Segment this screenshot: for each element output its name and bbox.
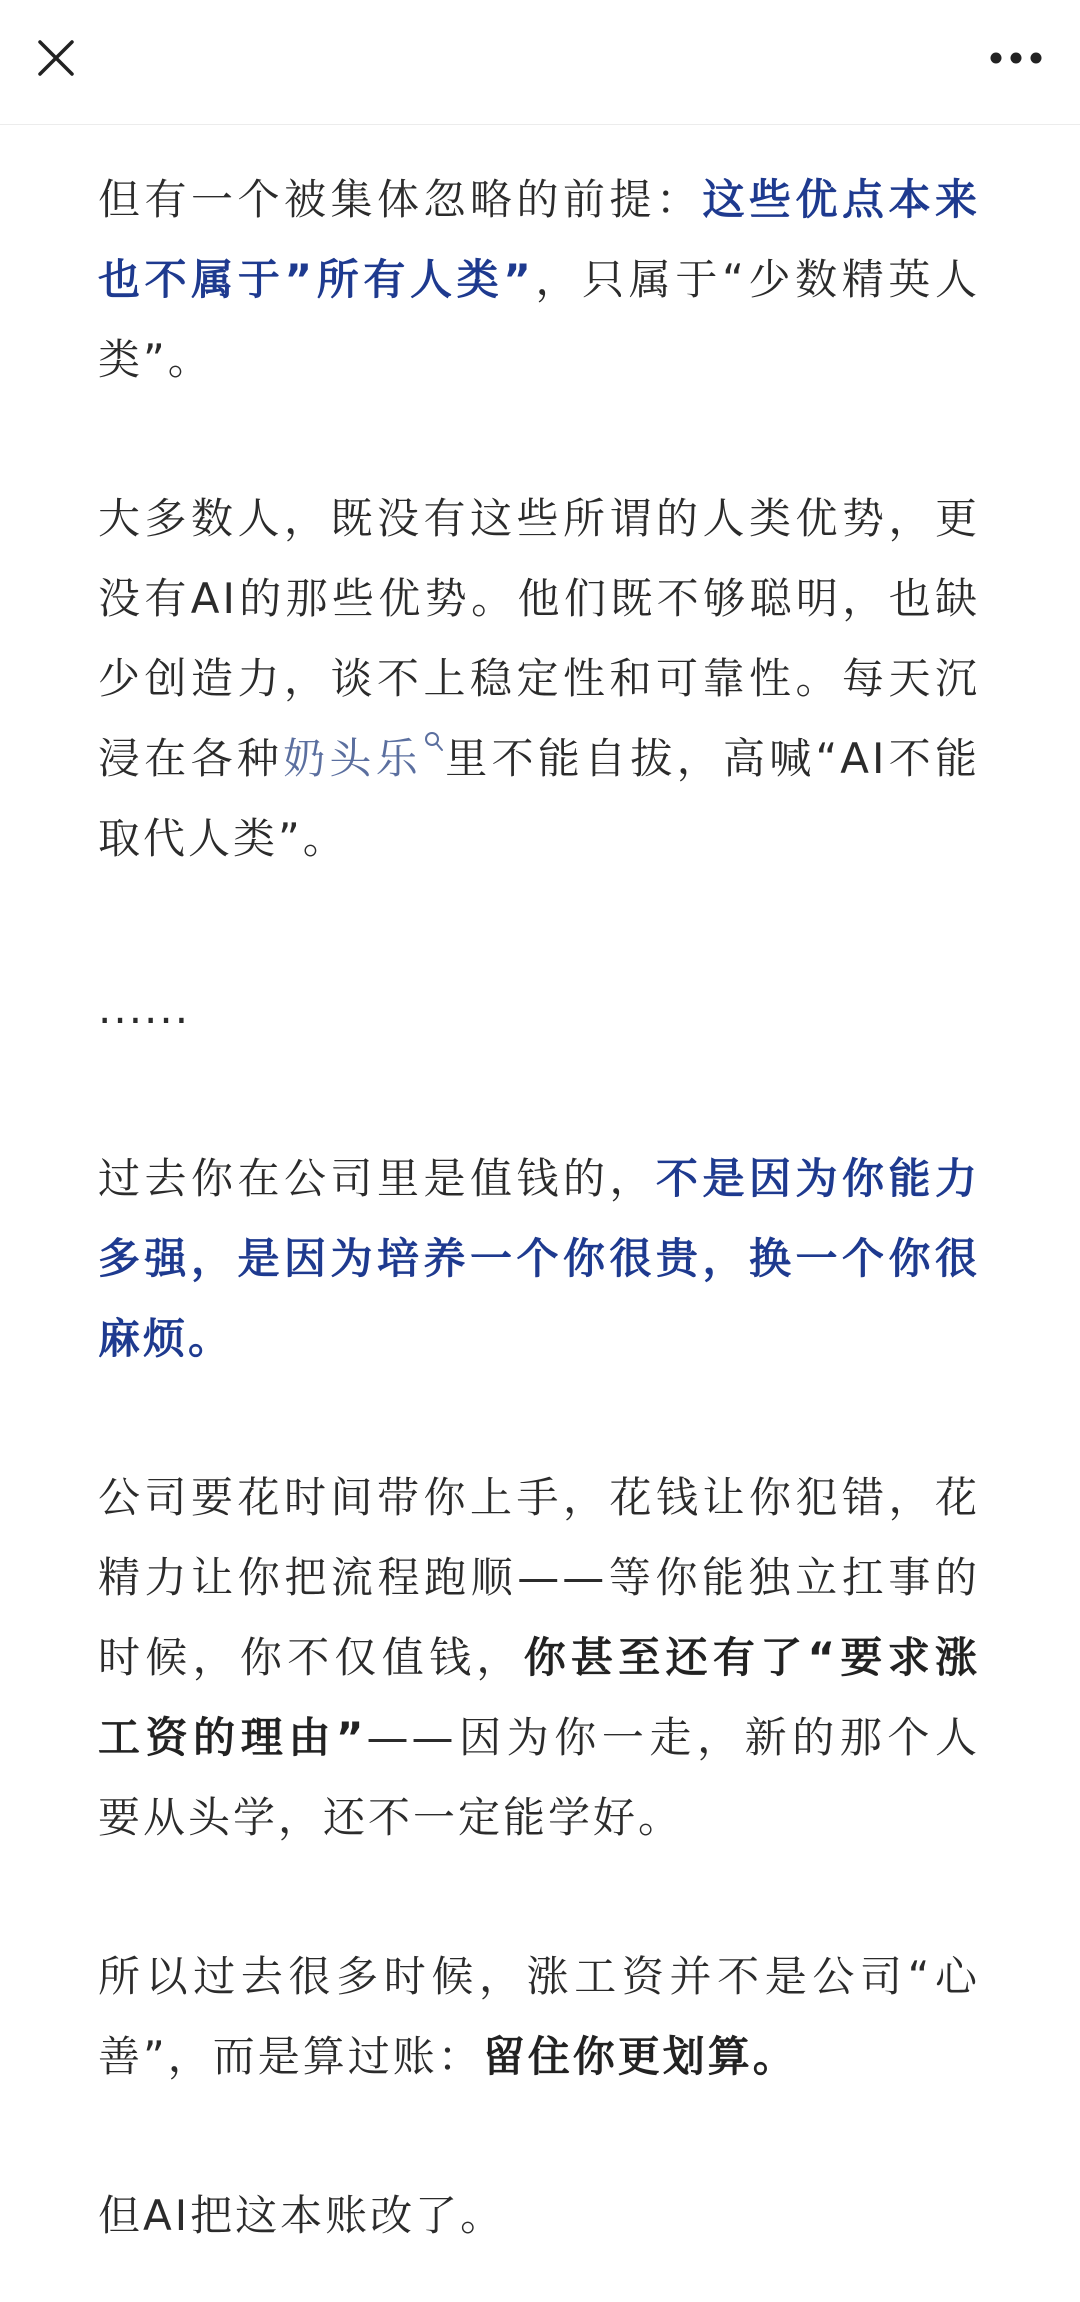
close-button[interactable] <box>28 30 84 86</box>
paragraph-6-text: 所以过去很多时候，涨工资并不是公司“心善”，而是算过账： <box>98 1952 980 2081</box>
paragraph-1 <box>98 160 980 400</box>
paragraph-5-bold: 你甚至还有了“要求涨工资的理由” <box>98 1633 980 1762</box>
spacer <box>98 1858 980 1937</box>
paragraph-2-text: 大多数人，既没有这些所谓的人类优势，更没有AI的那些优势。他们既不够聪明，也缺少创造力，谈不上稳定性和可靠性。每天沉浸在各种 <box>98 494 980 783</box>
spacer <box>98 400 980 479</box>
paragraph-2 <box>98 479 980 879</box>
more-options-button[interactable] <box>976 30 1056 86</box>
close-icon <box>36 38 76 78</box>
spacer <box>98 879 980 969</box>
top-bar <box>0 0 1080 125</box>
paragraph-1-text-end: ，只属于“少数精英人类”。 <box>98 255 980 384</box>
paragraph-7: 但AI把这本账改了。 <box>98 2191 506 2240</box>
paragraph-2-text-end: 里不能自拔，高喊“AI不能取代人类”。 <box>98 734 980 863</box>
search-link-naitoule[interactable] <box>283 734 444 783</box>
paragraph-4-highlight: 不是因为你能力多强，是因为培养一个你很贵，换一个你很麻烦。 <box>98 1154 980 1363</box>
paragraph-5-text: 公司要花时间带你上手，花钱让你犯错，花精力让你把流程跑顺——等你能独立扛事的时候，你不仅值钱， <box>98 1473 980 1682</box>
spacer <box>98 2097 980 2176</box>
spacer <box>98 1379 980 1458</box>
article-body <box>98 160 980 2256</box>
paragraph-6 <box>98 1937 980 2097</box>
search-link-label[interactable]: 奶头乐 <box>283 734 422 783</box>
paragraph-6-bold: 留住你更划算。 <box>482 2032 798 2081</box>
more-icon <box>989 51 1043 65</box>
spacer <box>98 1049 980 1139</box>
search-icon <box>424 731 444 753</box>
paragraph-1-text: 但有一个被集体忽略的前提： <box>98 175 703 224</box>
paragraph-1-highlight: 这些优点本来也不属于”所有人类” <box>98 175 980 304</box>
ellipsis-text: ...... <box>98 984 191 1033</box>
paragraph-4 <box>98 1139 980 1379</box>
paragraph-5-text-end: ——因为你一走，新的那个人要从头学，还不一定能学好。 <box>98 1713 980 1842</box>
paragraph-4-text: 过去你在公司里是值钱的， <box>98 1154 656 1203</box>
paragraph-5 <box>98 1458 980 1858</box>
